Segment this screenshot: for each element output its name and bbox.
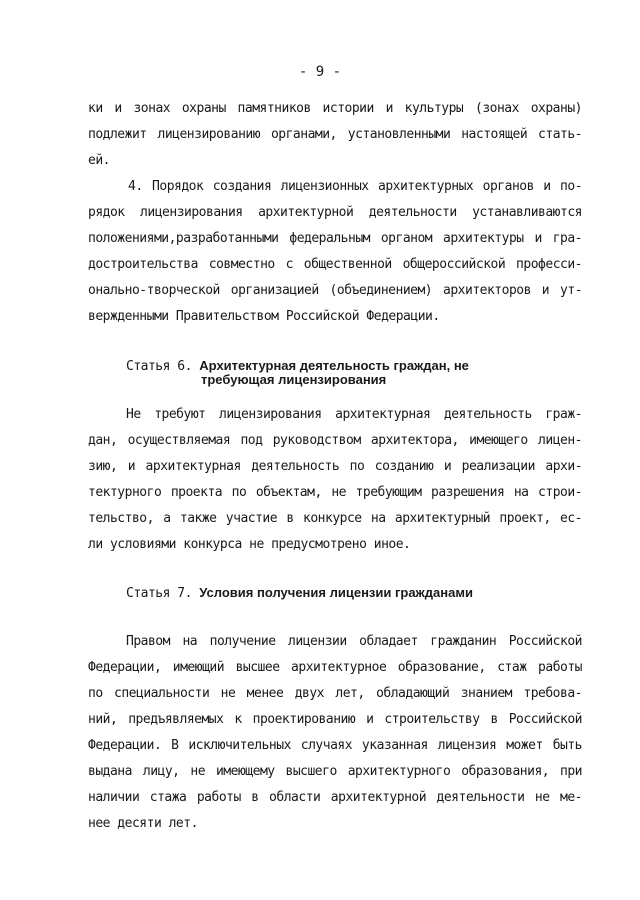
text-line: наличии стажа работы в области архитектурной деятельности не ме- <box>88 790 582 805</box>
text-line: ний, предъявляемых к проектированию и строительству в Российской <box>88 712 582 727</box>
text-line: Федерации, имеющий высшее архитектурное образование, стаж работы <box>88 660 582 675</box>
text-line: ки и зонах охраны памятников истории и культуры (зонах охраны) <box>88 101 582 116</box>
text-line: 4. Порядок создания лицензионных архитектурных органов и по- <box>128 179 582 194</box>
text-line: ли условиями конкурса не предусмотрено иное. <box>88 537 411 552</box>
text-line: подлежит лицензированию органами, установленными настоящей стать- <box>88 127 582 142</box>
text-line: дан, осуществляемая под руководством архитектора, имеющего лицен- <box>88 433 582 448</box>
text-line: вержденными Правительством Российской Федерации. <box>88 309 440 324</box>
text-line: нее десяти лет. <box>88 816 198 831</box>
text-line: положениями,разработанными федеральным органом архитектуры и гра- <box>88 231 582 246</box>
page-number: - 9 - <box>298 64 342 80</box>
text-line: достроительства совместно с общественной общероссийской професси- <box>88 257 582 272</box>
article-6-title-line-1: Архитектурная деятельность граждан, не <box>199 358 469 373</box>
text-line: тектурного проекта по объектам, не требующим разрешения на строи- <box>88 485 582 500</box>
text-line: тельство, а также участие в конкурсе на архитектурный проект, ес- <box>88 511 582 526</box>
text-line: Не требуют лицензирования архитектурная деятельность граж- <box>126 407 582 422</box>
article-7-label: Статья 7. <box>126 586 192 601</box>
text-line: по специальности не менее двух лет, обладающий знанием требова- <box>88 686 582 701</box>
article-6-label: Статья 6. <box>126 359 192 374</box>
text-line: выдана лицу, не имеющему высшего архитектурного образования, при <box>88 764 582 779</box>
text-line: Правом на получение лицензии обладает гражданин Российской <box>126 634 582 649</box>
text-line: Федерации. В исключительных случаях указанная лицензия может быть <box>88 738 582 753</box>
text-line: онально-творческой организацией (объединением) архитекторов и ут- <box>88 283 582 298</box>
article-7-heading <box>126 584 473 603</box>
text-line: зию, и архитектурная деятельность по созданию и реализации архи- <box>88 459 582 474</box>
article-6-title-line-2: требующая лицензирования <box>201 372 387 387</box>
text-line: рядок лицензирования архитектурной деятельности устанавливаются <box>88 205 582 220</box>
text-line: ей. <box>88 153 110 168</box>
article-7-title: Условия получения лицензии гражданами <box>199 585 473 600</box>
